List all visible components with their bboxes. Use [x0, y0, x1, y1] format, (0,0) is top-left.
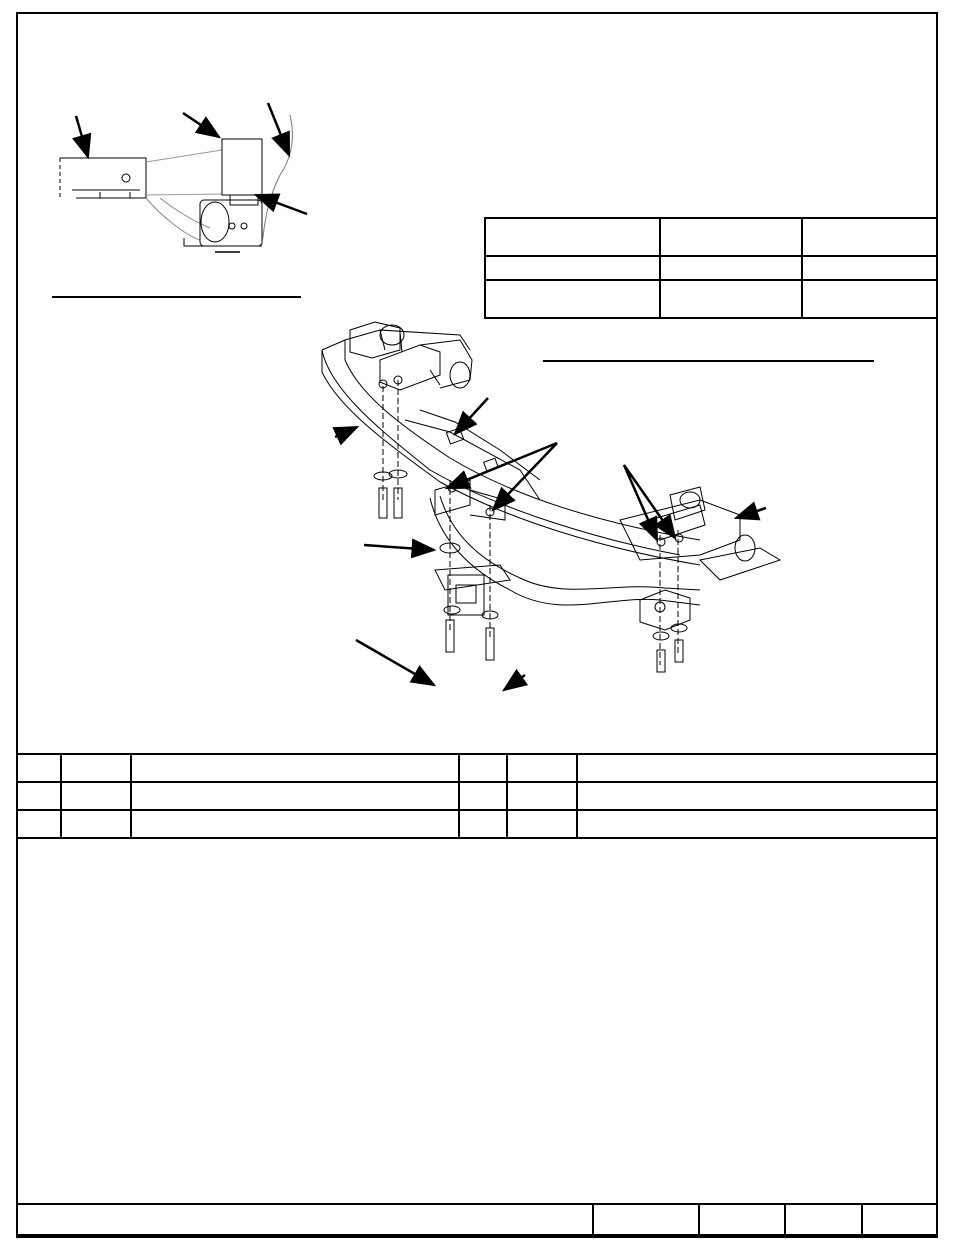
parts-cell — [577, 754, 937, 782]
spec-table — [484, 217, 938, 319]
spec-cell — [802, 218, 937, 256]
parts-cell — [17, 782, 61, 810]
parts-row — [17, 810, 937, 838]
parts-cell — [131, 810, 459, 838]
title-block-cell — [17, 1204, 593, 1237]
parts-cell — [61, 754, 131, 782]
parts-cell — [459, 782, 507, 810]
spec-cell — [485, 218, 660, 256]
title-block-cell — [593, 1204, 699, 1237]
parts-cell — [131, 782, 459, 810]
assembly-callout-arrows — [335, 398, 766, 690]
main-assembly — [322, 322, 780, 672]
parts-cell — [507, 810, 577, 838]
parts-row — [17, 782, 937, 810]
parts-cell — [577, 810, 937, 838]
title-block-row — [17, 1204, 937, 1237]
assembly-caption-underline — [543, 360, 874, 362]
spec-cell — [660, 218, 802, 256]
parts-cell — [131, 754, 459, 782]
title-block — [16, 1203, 938, 1238]
parts-cell — [17, 754, 61, 782]
parts-cell — [61, 782, 131, 810]
spec-row — [485, 280, 937, 318]
spec-cell — [660, 256, 802, 280]
title-block-cell — [785, 1204, 862, 1237]
parts-row — [17, 754, 937, 782]
spec-header-row — [485, 218, 937, 256]
detail-view — [60, 115, 292, 252]
parts-cell — [507, 754, 577, 782]
parts-cell — [577, 782, 937, 810]
parts-cell — [507, 782, 577, 810]
title-block-cell — [862, 1204, 937, 1237]
spec-cell — [485, 280, 660, 318]
spec-cell — [802, 280, 937, 318]
parts-cell — [459, 810, 507, 838]
title-block-cell — [699, 1204, 785, 1237]
spec-cell — [802, 256, 937, 280]
spec-cell — [485, 256, 660, 280]
detail-caption-underline — [52, 296, 301, 298]
spec-cell — [660, 280, 802, 318]
spec-row — [485, 256, 937, 280]
parts-cell — [17, 810, 61, 838]
parts-cell — [61, 810, 131, 838]
parts-cell — [459, 754, 507, 782]
parts-list-table — [16, 753, 938, 839]
